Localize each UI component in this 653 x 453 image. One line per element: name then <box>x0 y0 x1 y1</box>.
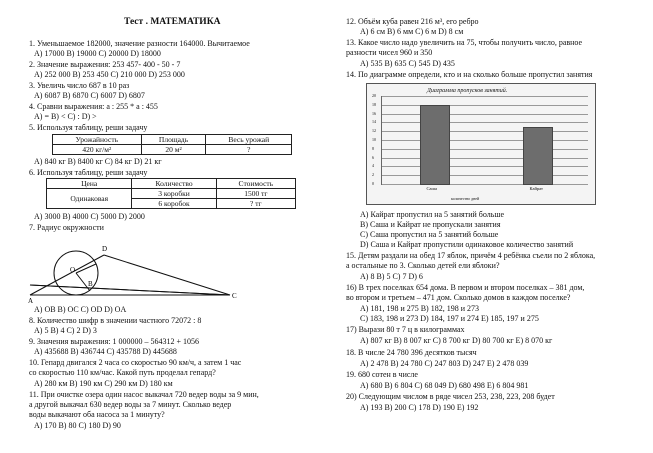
chart-gridline <box>382 184 588 185</box>
chart-plot-area <box>372 93 588 191</box>
tangent-line-lower <box>30 285 230 295</box>
chart-y-tick-label: 14 <box>372 119 376 125</box>
table-q5-cell: 420 кг/м² <box>53 145 142 155</box>
question-1-text: 1. Уменьшаемое 182000, значение разности 164000. Вычитаемое <box>29 39 250 48</box>
question-2-text: 2. Значение выражения: 253 457- 400 - 50 - 7 <box>29 60 181 69</box>
right-column <box>330 0 653 453</box>
question-8-text: 8. Количество шифр в значении частного 72072 : 8 <box>29 316 202 325</box>
line-to-d <box>30 255 104 295</box>
table-q6-cell: ? тг <box>216 199 295 209</box>
question-16-text: 16) В трех поселках 654 дома. В первом и втором поселках – 381 дом, <box>346 283 585 292</box>
table-q6-header: Количество <box>132 179 216 189</box>
chart-bar <box>420 105 450 185</box>
chart-y-tick-label: 10 <box>372 137 376 142</box>
chart-gridline <box>382 105 588 106</box>
chart-gridline <box>382 140 588 141</box>
question-18-text: 18. В числе 24 780 396 десятков тысяч <box>346 348 477 357</box>
question-6-text: 6. Используя таблицу, реши задачу <box>29 168 148 177</box>
question-6-options: A) 3000 B) 4000 C) 5000 D) 2000 <box>34 212 145 221</box>
label-d: D <box>102 245 108 253</box>
question-8-options: A) 5 B) 4 C) 2 D) 3 <box>34 326 97 335</box>
question-16-options-2: C) 183, 198 и 273 D) 184, 197 и 274 E) 185, 197 и 275 <box>360 314 539 323</box>
label-a: A <box>28 297 34 303</box>
question-11-options: A) 170 B) 80 C) 180 D) 90 <box>34 421 121 430</box>
question-4-options: A) = B) < C) : D) > <box>34 112 97 121</box>
question-17-options: A) 807 кг B) 8 007 кг C) 8 700 кг D) 80 700 кг E) 8 070 кг <box>360 336 553 345</box>
table-q5-cell: 20 м² <box>141 145 206 155</box>
label-c: C <box>232 292 237 300</box>
chart-legend: количество дней <box>451 196 480 201</box>
chart-gridline <box>382 96 588 97</box>
question-14-option-b: B) Саша и Кайрат не пропускали занятия <box>360 220 501 229</box>
table-q6-price: Одинаковая <box>47 189 132 209</box>
page-title: Тест . МАТЕМАТИКА <box>124 17 221 27</box>
geometry-figure <box>28 235 243 303</box>
chart-y-tick-label: 20 <box>372 93 376 98</box>
question-19-text: 19. 680 сотен в числе <box>346 370 418 379</box>
question-3-text: 3. Увеличь число 687 в 10 раз <box>29 81 130 90</box>
chart-gridline <box>382 175 588 176</box>
chart-y-tick-label: 6 <box>372 154 374 160</box>
chart-bar <box>523 127 553 185</box>
question-3-options: A) 6087 B) 6870 C) 6007 D) 6807 <box>34 91 145 100</box>
question-14-option-c: C) Саша пропустил на 5 занятий больше <box>360 230 499 239</box>
label-o: O <box>70 266 76 274</box>
chart-y-tick-label: 0 <box>372 181 374 186</box>
chart-y-tick-label: 4 <box>372 163 374 169</box>
label-b: B <box>88 280 93 288</box>
question-11-text-2: а другой выкачал 630 ведер воды за 7 минут. Сколько ведер <box>29 400 232 409</box>
question-15-text: 15. Детям раздали на обед 17 яблок, причём 4 ребёнка съели по 2 яблока, <box>346 251 596 260</box>
question-12-options: A) 6 см B) 6 мм C) 6 м D) 8 см <box>360 27 464 36</box>
question-13-text: 13. Какое число надо увеличить на 75, чтобы получить число, равное <box>346 38 583 47</box>
table-q6-header: Цена <box>47 179 132 189</box>
table-q6-cell: 6 коробок <box>132 199 216 209</box>
question-5-text: 5. Используя таблицу, реши задачу <box>29 123 148 132</box>
line-d-to-c <box>104 255 230 295</box>
question-10-text-2: со скоростью 110 км/час. Какой путь проделал гепард? <box>29 368 216 377</box>
question-7-text: 7. Радиус окружности <box>29 223 104 232</box>
question-13-text-2: разности чисел 960 и 350 <box>346 48 433 57</box>
chart-x-tick-label: Кайрат <box>529 186 543 191</box>
question-20-text: 20) Следующим числом в ряде чисел 253, 238, 223, 208 будет <box>346 392 555 401</box>
table-q5-header: Весь урожай <box>206 135 292 145</box>
chart-y-tick-label: 18 <box>372 101 376 107</box>
question-10-text: 10. Гепард двигался 2 часа со скоростью 90 км/ч, а затем 1 час <box>29 358 242 367</box>
chart-y-tick-label: 16 <box>372 110 376 116</box>
question-16-options-1: A) 181, 198 и 275 B) 182, 198 и 273 <box>360 304 480 313</box>
table-q5 <box>52 134 292 155</box>
table-q5-header: Площадь <box>141 135 206 145</box>
table-q5-cell: ? <box>206 145 292 155</box>
chart-title: Диаграмма пропусков занятий. <box>427 88 508 94</box>
question-14-option-a: A) Кайрат пропустил на 5 занятий больше <box>360 210 505 219</box>
chart-x-tick-label: Саша <box>426 186 437 191</box>
chart-y-tick-label: 8 <box>372 145 374 151</box>
chart-gridline <box>382 158 588 159</box>
question-18-options: A) 2 478 B) 24 780 C) 247 803 D) 247 E) 2 478 039 <box>360 359 529 368</box>
question-1-options: A) 17000 B) 19000 C) 20000 D) 18000 <box>34 49 161 58</box>
question-9-options: A) 435688 B) 436744 C) 435788 D) 445688 <box>34 347 177 356</box>
chart-gridline <box>382 114 588 115</box>
chart-gridline <box>382 149 588 150</box>
question-13-options: A) 535 B) 635 C) 545 D) 435 <box>360 59 455 68</box>
question-7-options: A) OB B) OC C) OD D) OA <box>34 305 127 314</box>
question-17-text: 17) Вырази 80 т 7 ц в килограммах <box>346 325 465 334</box>
table-q6-cell: 1500 тг <box>216 189 295 199</box>
bar-chart <box>366 83 596 205</box>
question-9-text: 9. Значения выражения: 1 000000 – 564312 + 1056 <box>29 337 199 346</box>
chart-y-tick-label: 12 <box>372 128 376 134</box>
question-15-text-2: а остальные по 3. Сколько детей ели яблоки? <box>346 261 500 270</box>
question-11-text: 11. При очистке озера один насос выкачал 720 ведер воды за 9 мин, <box>29 390 259 399</box>
question-4-text: 4. Сравни выражения: а : 255 * а : 455 <box>29 102 158 111</box>
question-16-text-2: во втором и третьем – 471 дом. Сколько домов в каждом поселке? <box>346 293 571 302</box>
question-2-options: A) 252 000 B) 253 450 C) 210 000 D) 253 000 <box>34 70 185 79</box>
question-19-options: A) 680 B) 6 804 C) 68 049 D) 680 498 E) 6 804 981 <box>360 381 529 390</box>
question-11-text-3: воды выкачают оба насоса за 1 минуту? <box>29 410 165 419</box>
table-q6 <box>46 178 296 209</box>
question-5-options: A) 840 кг B) 8400 кг C) 84 кг D) 21 кг <box>34 157 162 166</box>
chart-gridline <box>382 166 588 167</box>
table-q6-cell: 3 коробки <box>132 189 216 199</box>
chart-gridline <box>382 122 588 123</box>
question-14-text: 14. По диаграмме определи, кто и на сколько больше пропустил занятия <box>346 70 593 79</box>
question-20-options: A) 193 B) 200 C) 178 D) 190 E) 192 <box>360 403 479 412</box>
question-15-options: A) 8 B) 5 C) 7 D) 6 <box>360 272 423 281</box>
question-12-text: 12. Объём куба равен 216 м³, его ребро <box>346 17 479 26</box>
chart-y-tick-label: 2 <box>372 172 374 178</box>
table-q5-header: Урожайность <box>53 135 142 145</box>
chart-gridline <box>382 131 588 132</box>
table-q6-header: Стоимость <box>216 179 295 189</box>
question-10-options: A) 280 км B) 190 км C) 290 км D) 180 км <box>34 379 173 388</box>
question-14-option-d: D) Саша и Кайрат пропустили одинаковое количество занятий <box>360 240 574 249</box>
